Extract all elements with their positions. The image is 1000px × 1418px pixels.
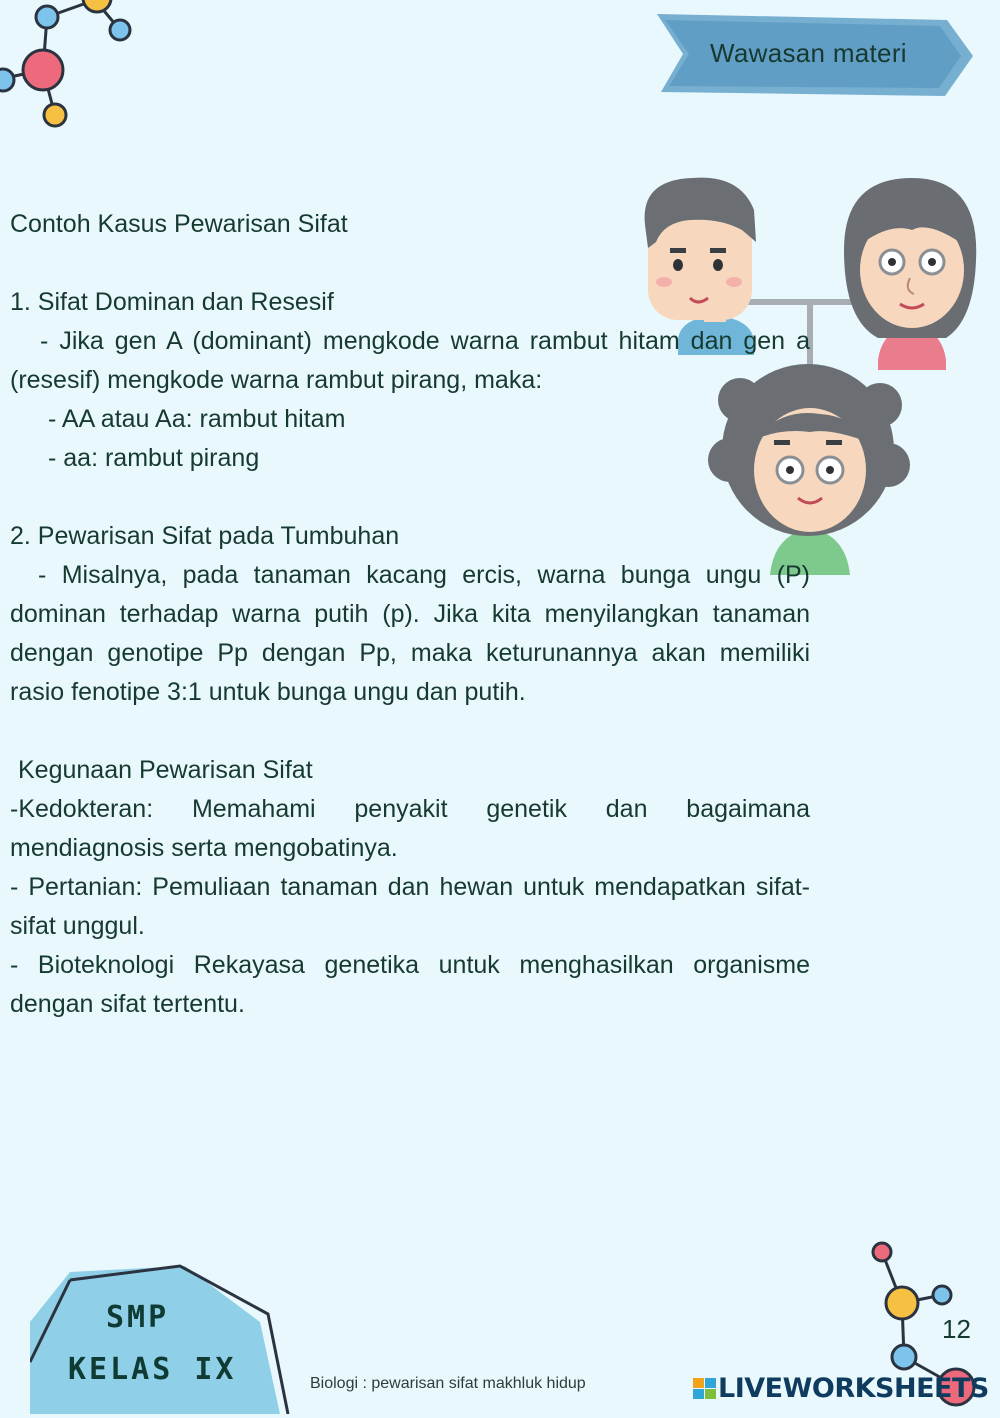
section-1-heading: 1. Sifat Dominan dan Resesif (10, 288, 334, 316)
page-number: 12 (942, 1314, 971, 1344)
page-title: Contoh Kasus Pewarisan Sifat (10, 210, 348, 238)
usage-medicine: -Kedokteran: Memahami penyakit genetik dan bagaimana mendiagnosis serta mengobatinya. (10, 795, 810, 862)
mother-figure (844, 178, 976, 370)
section-2-heading: 2. Pewarisan Sifat pada Tumbuhan (10, 522, 400, 550)
footer-caption: Biologi : pewarisan sifat makhluk hidup (310, 1375, 586, 1392)
molecule-decoration-top-left (0, 0, 140, 140)
usage-agriculture: - Pertanian: Pemuliaan tanaman dan hewan untuk mendapatkan sifat-sifat unggul. (10, 873, 810, 940)
ribbon-label: Wawasan materi (710, 38, 907, 68)
section-1-paragraph: - Jika gen A (dominant) mengkode warna rambut hitam dan gen a (resesif) mengkode warna rambut pirang, maka: (10, 327, 810, 394)
liveworksheets-logo-icon (693, 1378, 717, 1400)
section-1-bullet-recessive: - aa: rambut pirang (48, 444, 260, 472)
section-3-heading: Kegunaan Pewarisan Sifat (18, 756, 313, 784)
usage-biotechnology: - Bioteknologi Rekayasa genetika untuk menghasilkan organisme dengan sifat tertentu. (10, 951, 810, 1018)
section-ribbon (655, 10, 975, 98)
badge-class: KELAS IX (68, 1352, 237, 1387)
liveworksheets-logo-text: LIVEWORKSHEETS (718, 1373, 989, 1404)
section-1-bullet-dominant: - AA atau Aa: rambut hitam (48, 405, 346, 433)
badge-shape (30, 1262, 290, 1414)
class-badge (30, 1262, 290, 1414)
badge-school-level: SMP (106, 1300, 170, 1335)
section-2-paragraph: - Misalnya, pada tanaman kacang ercis, warna bunga ungu (P) dominan terhadap warna putih (p). Jika kita menyilangkan tanaman dengan genotipe Pp dengan Pp, maka keturunannya akan memiliki rasio fenotipe 3:1 untuk bunga ungu dan putih. (10, 561, 810, 706)
